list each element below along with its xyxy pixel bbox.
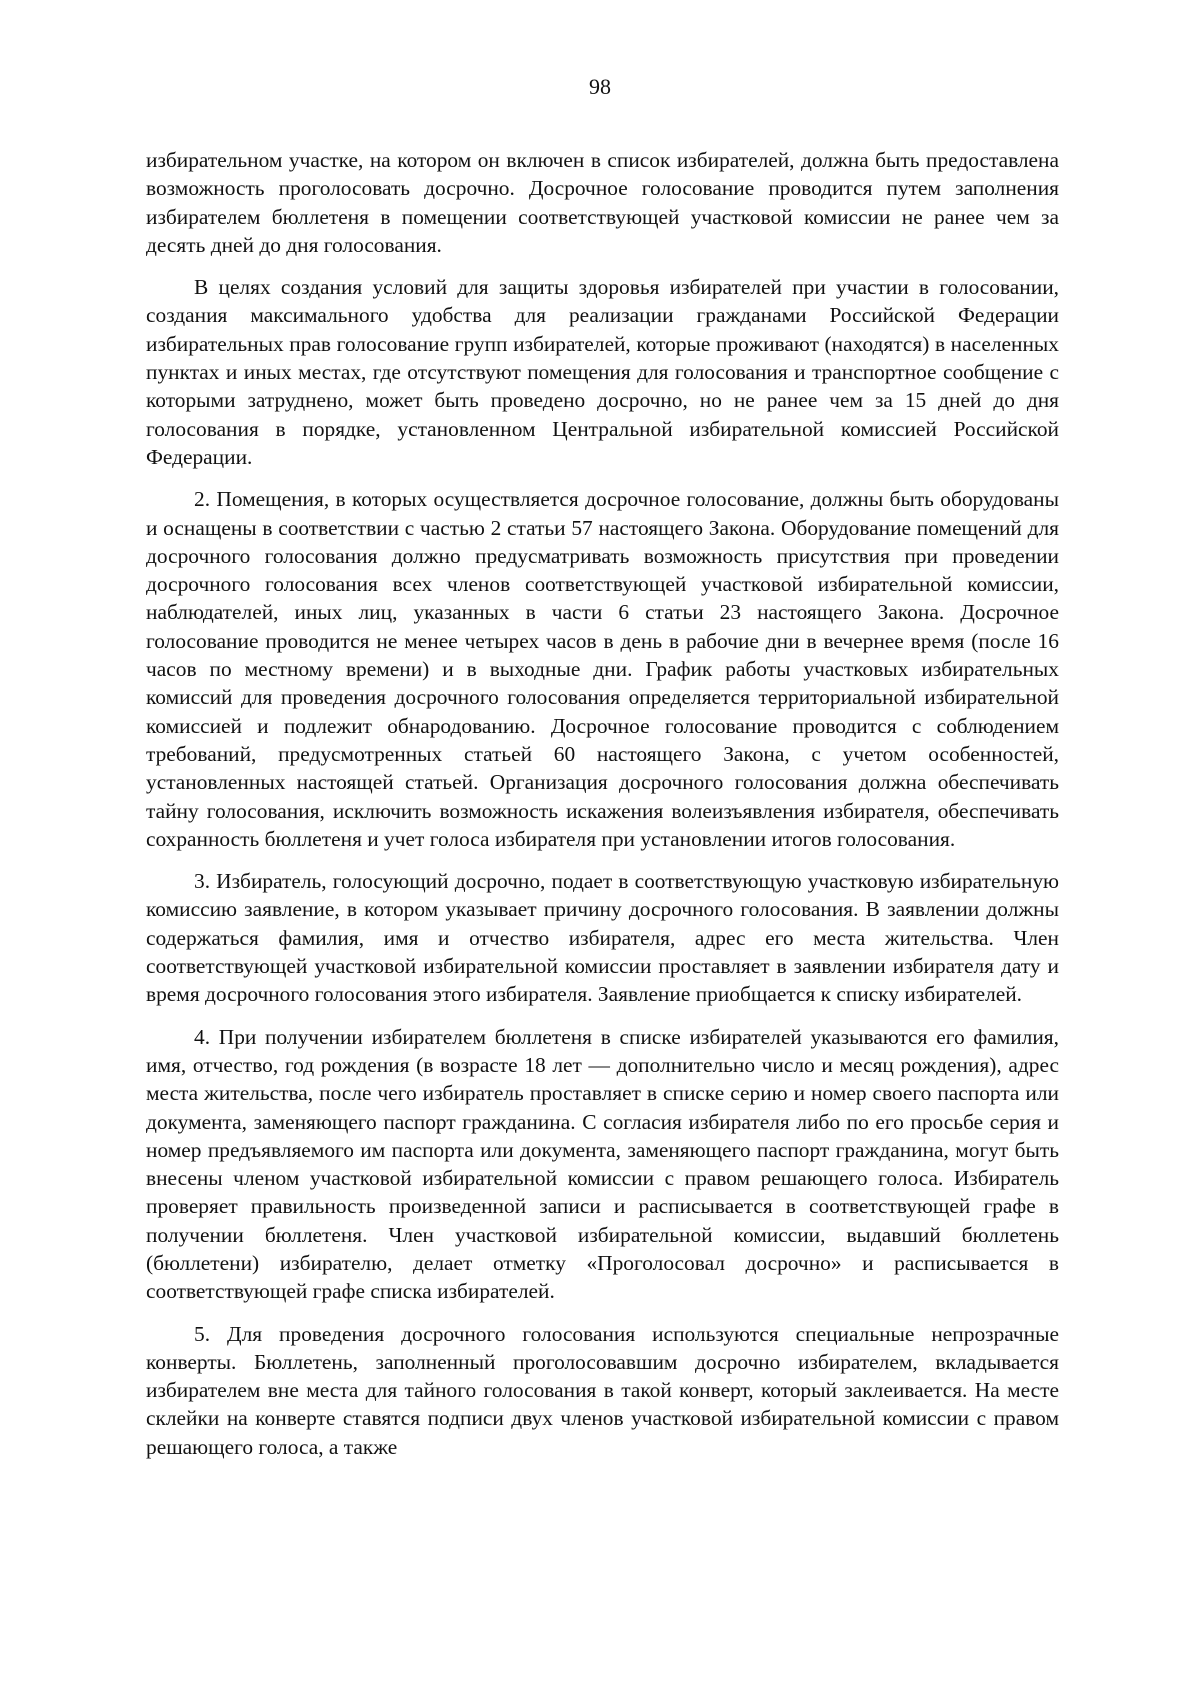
document-body [146, 146, 1059, 1475]
paragraph-continuation: избирательном участке, на котором он включен в список избирателей, должна быть предоставлена возможность проголосовать досрочно. Досрочное голосование проводится путем заполнения избирателем бюллетеня в помещении соответствующей участковой комиссии не ранее чем за десять дней до дня голосования. [146, 148, 1059, 257]
paragraph-item-2: 2. Помещения, в которых осуществляется досрочное голосование, должны быть оборудованы и оснащены в соответствии с частью 2 статьи 57 настоящего Закона. Оборудование помещений для досрочного голосования должно предусматривать возможность присутствия при проведении досрочного голосования всех членов соответствующей участковой избирательной комиссии, наблюдателей, иных лиц, указанных в части 6 статьи 23 настоящего Закона. Досрочное голосование проводится не менее четырех часов в день в рабочие дни в вечернее время (после 16 часов по местному времени) и в выходные дни. График работы участковых избирательных комиссий для проведения досрочного голосования определяется территориальной избирательной комиссией и подлежит обнародованию. Досрочное голосование проводится с соблюдением требований, предусмотренных статьей 60 настоящего Закона, с учетом особенностей, установленных настоящей статьей. Организация досрочного голосования должна обеспечивать тайну голосования, исключить возможность искажения волеизъявления избирателя, обеспечивать сохранность бюллетеня и учет голоса избирателя при установлении итогов голосования. [146, 487, 1059, 851]
paragraph-item-4: 4. При получении избирателем бюллетеня в списке избирателей указываются его фамилия, имя, отчество, год рождения (в возрасте 18 лет — дополнительно число и месяц рождения), адрес места жительства, после чего избиратель проставляет в списке серию и номер своего паспорта или документа, заменяющего паспорт гражданина. С согласия избирателя либо по его просьбе серия и номер предъявляемого им паспорта или документа, заменяющего паспорт гражданина, могут быть внесены членом участковой избирательной комиссии с правом решающего голоса. Избиратель проверяет правильность произведенной записи и расписывается в соответствующей графе в получении бюллетеня. Член участковой избирательной комиссии, выдавший бюллетень (бюллетени) избирателю, делает отметку «Проголосовал досрочно» и расписывается в соответствующей графе списка избирателей. [146, 1024, 1059, 1304]
paragraph-item-3: 3. Избиратель, голосующий досрочно, подает в соответствующую участковую избирательную комиссию заявление, в котором указывает причину досрочного голосования. В заявлении должны содержаться фамилия, имя и отчество избирателя, адрес его места жительства. Член соответствующей участковой избирательной комиссии проставляет в заявлении избирателя дату и время досрочного голосования этого избирателя. Заявление приобщается к списку избирателей. [146, 869, 1059, 1007]
paragraph-item-5: 5. Для проведения досрочного голосования используются специальные непрозрачные конверты. Бюллетень, заполненный проголосовавшим досрочно избирателем, вкладывается избирателем вне места для тайного голосования в такой конверт, который заклеивается. На месте склейки на конверте ставятся подписи двух членов участковой избирательной комиссии с правом решающего голоса, а также [146, 1321, 1059, 1459]
page-number: 98 [589, 74, 611, 99]
paragraph-health-protection: В целях создания условий для защиты здоровья избирателей при участии в голосовании, создания максимального удобства для реализации гражданами Российской Федерации избирательных прав голосование групп избирателей, которые проживают (находятся) в населенных пунктах и иных местах, где отсутствуют помещения для голосования и транспортное сообщение с которыми затруднено, может быть проведено досрочно, но не ранее чем за 15 дней до дня голосования в порядке, установленном Центральной избирательной комиссией Российской Федерации. [146, 275, 1059, 469]
